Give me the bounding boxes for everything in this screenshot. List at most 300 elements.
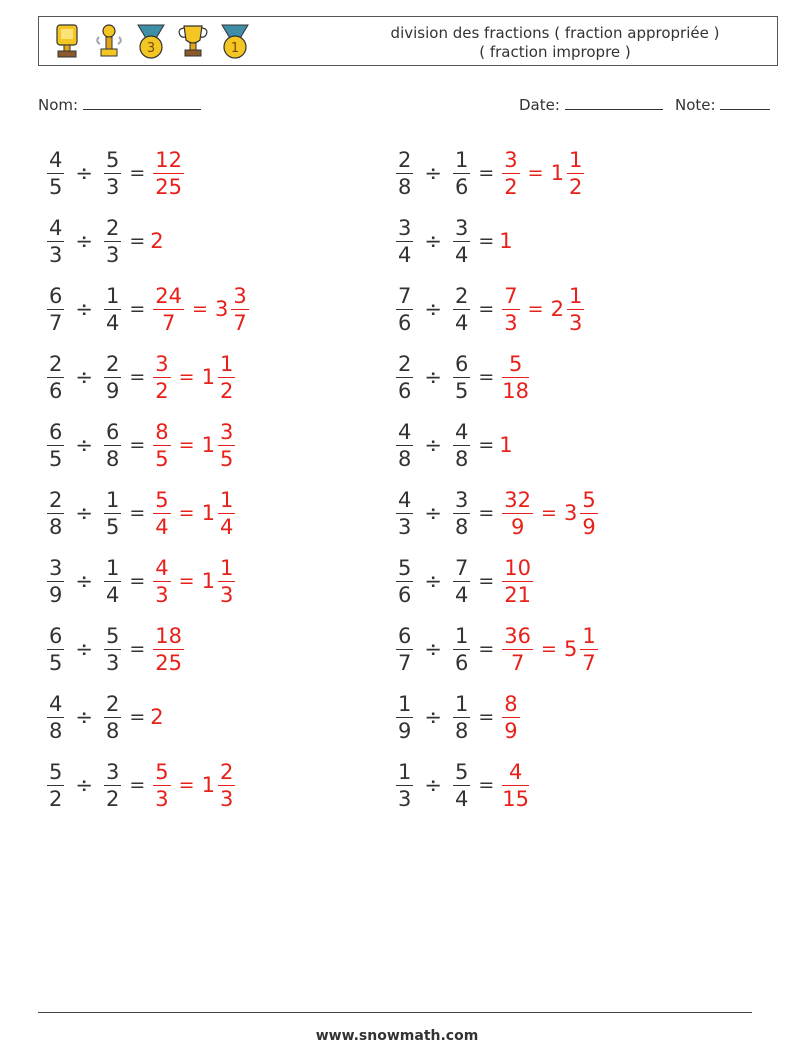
mixed-whole: 1 [201, 365, 215, 389]
equals-sign: = [478, 570, 495, 592]
answer-fraction [502, 556, 533, 607]
mixed-whole: 1 [201, 433, 215, 457]
dividend-fraction [396, 624, 413, 675]
name-label: Nom: [38, 96, 79, 114]
denominator: 4 [105, 310, 120, 335]
equals-sign: = [129, 366, 146, 388]
equals-sign: = [478, 162, 495, 184]
numerator: 18 [155, 623, 183, 648]
numerator: 1 [105, 555, 120, 580]
divide-sign: ÷ [424, 161, 442, 185]
numerator: 8 [504, 691, 518, 716]
trophy-row [49, 22, 253, 62]
denominator: 3 [49, 242, 63, 267]
denominator: 2 [155, 378, 169, 403]
divide-sign: ÷ [75, 637, 93, 661]
numerator: 4 [49, 691, 63, 716]
divide-sign: ÷ [424, 297, 442, 321]
mixed-fraction [218, 488, 235, 539]
numerator: 36 [504, 623, 532, 648]
answer-fraction [502, 148, 519, 199]
denominator: 3 [568, 310, 583, 335]
equals-sign: = [478, 434, 495, 456]
answer [499, 556, 536, 607]
divide-sign: ÷ [75, 773, 93, 797]
answer-equals-sign: = [178, 774, 195, 796]
problem-item [393, 410, 513, 480]
answer-equals-sign: = [178, 434, 195, 456]
denominator: 7 [161, 310, 176, 335]
answer-fraction [502, 488, 533, 539]
problem-item [393, 274, 587, 344]
numerator: 1 [568, 283, 583, 308]
divide-sign: ÷ [75, 297, 93, 321]
award-icon [91, 22, 127, 62]
dividend-fraction [396, 148, 413, 199]
answer [150, 556, 238, 607]
denominator: 8 [49, 514, 63, 539]
numerator: 5 [105, 147, 120, 172]
denominator: 5 [49, 650, 63, 675]
answer [150, 420, 238, 471]
answer [499, 624, 600, 675]
answer-equals-sign: = [192, 298, 208, 320]
equals-sign: = [478, 298, 495, 320]
divisor-fraction [104, 556, 121, 607]
numerator: 5 [105, 623, 120, 648]
denominator: 25 [155, 650, 183, 675]
footer-url: www.snowmath.com [315, 1028, 479, 1044]
numerator: 6 [105, 419, 120, 444]
numerator: 4 [49, 215, 63, 240]
divide-sign: ÷ [75, 501, 93, 525]
numerator: 4 [508, 759, 523, 784]
answer-equals-sign: = [178, 366, 195, 388]
answer-equals-sign: = [541, 502, 557, 524]
mixed-whole: 3 [563, 501, 578, 525]
numerator: 1 [219, 487, 234, 512]
mixed-whole: 1 [201, 569, 215, 593]
denominator: 3 [105, 650, 120, 675]
divisor-fraction [453, 556, 470, 607]
numerator: 5 [398, 555, 412, 580]
svg-text:3: 3 [146, 41, 156, 56]
numerator: 1 [582, 623, 596, 648]
answer [150, 624, 187, 675]
denominator: 8 [398, 446, 412, 471]
answer [150, 284, 251, 335]
dividend-fraction [47, 420, 64, 471]
footer-divider [38, 1012, 752, 1013]
divisor-fraction [453, 352, 470, 403]
divisor-fraction [104, 692, 121, 743]
problem-item [44, 410, 238, 480]
mixed-whole: 1 [550, 161, 564, 185]
mixed-fraction [218, 352, 235, 403]
dividend-fraction [396, 284, 413, 335]
denominator: 4 [105, 582, 120, 607]
divisor-fraction [453, 760, 470, 811]
mixed-fraction [218, 420, 235, 471]
problem-item [393, 614, 601, 684]
answer [150, 705, 163, 729]
denominator: 8 [454, 718, 469, 743]
worksheet-header [38, 16, 778, 66]
medal-3-icon [133, 22, 169, 62]
numerator: 5 [508, 351, 523, 376]
numerator: 1 [398, 759, 412, 784]
divisor-fraction [453, 216, 470, 267]
answer-integer: 2 [150, 229, 164, 253]
numerator: 1 [398, 691, 412, 716]
problem-item [393, 138, 587, 208]
numerator: 4 [49, 147, 63, 172]
numerator: 3 [398, 215, 412, 240]
denominator: 7 [49, 310, 63, 335]
denominator: 8 [398, 174, 412, 199]
divisor-fraction [104, 488, 121, 539]
divisor-fraction [453, 624, 470, 675]
denominator: 3 [398, 514, 412, 539]
numerator: 5 [49, 759, 63, 784]
answer [150, 229, 163, 253]
name-line[interactable] [83, 95, 201, 110]
dividend-fraction [396, 216, 413, 267]
mixed-fraction [580, 488, 597, 539]
divide-sign: ÷ [424, 705, 442, 729]
answer [499, 760, 532, 811]
problem-item [44, 546, 238, 616]
equals-sign: = [129, 774, 146, 796]
answer-fraction [502, 692, 519, 743]
numerator: 3 [454, 487, 469, 512]
denominator: 25 [155, 174, 183, 199]
answer [499, 433, 512, 457]
divisor-fraction [104, 284, 121, 335]
denominator: 6 [398, 378, 412, 403]
divisor-fraction [453, 284, 470, 335]
denominator: 6 [454, 174, 469, 199]
numerator: 6 [454, 351, 469, 376]
numerator: 3 [105, 759, 120, 784]
mixed-fraction [231, 284, 248, 335]
answer-fraction [502, 284, 519, 335]
denominator: 3 [155, 582, 169, 607]
equals-sign: = [478, 502, 495, 524]
equals-sign: = [478, 638, 495, 660]
answer-fraction [502, 760, 529, 811]
answer-integer: 2 [150, 705, 164, 729]
dividend-fraction [47, 488, 64, 539]
problem-item [44, 138, 187, 208]
numerator: 6 [49, 419, 63, 444]
problem-item [44, 750, 238, 820]
dividend-fraction [47, 624, 64, 675]
numerator: 3 [219, 419, 234, 444]
denominator: 15 [502, 786, 530, 811]
denominator: 5 [219, 446, 234, 471]
problem-item [44, 478, 238, 548]
equals-sign: = [129, 638, 146, 660]
divisor-fraction [453, 420, 470, 471]
score-field[interactable] [675, 95, 770, 114]
numerator: 3 [454, 215, 469, 240]
numerator: 1 [454, 623, 469, 648]
date-label: Date: [519, 96, 560, 114]
cup-icon [175, 22, 211, 62]
numerator: 7 [398, 283, 412, 308]
numerator: 1 [219, 555, 234, 580]
divide-sign: ÷ [424, 433, 442, 457]
score-line[interactable] [720, 95, 770, 110]
divide-sign: ÷ [424, 229, 442, 253]
numerator: 24 [155, 283, 183, 308]
denominator: 5 [49, 174, 63, 199]
problem-item [44, 342, 238, 412]
mixed-fraction [580, 624, 597, 675]
equals-sign: = [129, 230, 146, 252]
divisor-fraction [104, 760, 121, 811]
numerator: 5 [454, 759, 469, 784]
answer [499, 229, 512, 253]
dividend-fraction [396, 488, 413, 539]
dividend-fraction [47, 692, 64, 743]
denominator: 8 [105, 446, 120, 471]
answer-equals-sign: = [541, 638, 557, 660]
divide-sign: ÷ [75, 229, 93, 253]
divide-sign: ÷ [424, 501, 442, 525]
denominator: 9 [582, 514, 596, 539]
numerator: 2 [105, 215, 120, 240]
answer [499, 148, 587, 199]
divide-sign: ÷ [75, 705, 93, 729]
equals-sign: = [478, 230, 495, 252]
dividend-fraction [47, 760, 64, 811]
denominator: 5 [155, 446, 169, 471]
numerator: 4 [398, 419, 412, 444]
denominator: 5 [454, 378, 469, 403]
date-field[interactable] [519, 95, 663, 114]
denominator: 9 [504, 718, 518, 743]
divisor-fraction [104, 352, 121, 403]
problem-item [393, 546, 536, 616]
answer-fraction [153, 624, 184, 675]
numerator: 6 [398, 623, 412, 648]
date-line[interactable] [565, 95, 663, 110]
denominator: 6 [454, 650, 469, 675]
denominator: 2 [568, 174, 583, 199]
answer [499, 352, 532, 403]
numerator: 7 [454, 555, 469, 580]
numerator: 2 [49, 351, 63, 376]
equals-sign: = [129, 434, 146, 456]
mixed-fraction [567, 284, 584, 335]
mixed-whole: 1 [201, 773, 215, 797]
answer-fraction [153, 352, 170, 403]
numerator: 12 [155, 147, 183, 172]
divisor-fraction [104, 420, 121, 471]
denominator: 9 [398, 718, 412, 743]
divisor-fraction [453, 488, 470, 539]
score-label: Note: [675, 96, 716, 114]
equals-sign: = [129, 570, 146, 592]
equals-sign: = [129, 298, 146, 320]
svg-text:1: 1 [230, 41, 240, 56]
denominator: 5 [49, 446, 63, 471]
mixed-whole: 5 [563, 637, 578, 661]
answer [150, 760, 238, 811]
numerator: 1 [105, 487, 120, 512]
name-field[interactable] [38, 95, 201, 114]
answer [499, 488, 600, 539]
problem-item [44, 274, 252, 344]
numerator: 1 [454, 147, 469, 172]
problem-item [44, 614, 187, 684]
divisor-fraction [104, 216, 121, 267]
dividend-fraction [47, 216, 64, 267]
medal-1-icon [217, 22, 253, 62]
divisor-fraction [104, 624, 121, 675]
denominator: 18 [502, 378, 530, 403]
answer-equals-sign: = [178, 502, 195, 524]
denominator: 8 [454, 514, 469, 539]
denominator: 7 [510, 650, 525, 675]
numerator: 2 [398, 147, 412, 172]
mixed-whole: 2 [550, 297, 564, 321]
numerator: 3 [155, 351, 169, 376]
answer-fraction [502, 352, 529, 403]
answer-equals-sign: = [527, 298, 544, 320]
dividend-fraction [47, 352, 64, 403]
dividend-fraction [396, 556, 413, 607]
divide-sign: ÷ [424, 365, 442, 389]
worksheet-title [345, 24, 765, 62]
divide-sign: ÷ [424, 637, 442, 661]
answer [499, 284, 587, 335]
divide-sign: ÷ [75, 569, 93, 593]
numerator: 32 [504, 487, 532, 512]
denominator: 3 [219, 582, 234, 607]
divisor-fraction [104, 148, 121, 199]
denominator: 9 [105, 378, 120, 403]
numerator: 5 [155, 759, 169, 784]
answer-integer: 1 [499, 229, 513, 253]
numerator: 4 [454, 419, 469, 444]
numerator: 2 [219, 759, 234, 784]
denominator: 6 [49, 378, 63, 403]
denominator: 3 [155, 786, 169, 811]
denominator: 7 [398, 650, 412, 675]
numerator: 3 [233, 283, 247, 308]
denominator: 8 [49, 718, 63, 743]
mixed-fraction [218, 760, 235, 811]
numerator: 1 [454, 691, 469, 716]
numerator: 1 [219, 351, 234, 376]
divisor-fraction [453, 148, 470, 199]
equals-sign: = [129, 502, 146, 524]
numerator: 3 [49, 555, 63, 580]
dividend-fraction [47, 148, 64, 199]
numerator: 2 [105, 691, 120, 716]
denominator: 4 [454, 786, 469, 811]
answer-fraction [153, 760, 170, 811]
answer-fraction [153, 284, 184, 335]
denominator: 4 [398, 242, 412, 267]
numerator: 1 [105, 283, 120, 308]
problem-item [393, 750, 532, 820]
numerator: 8 [155, 419, 169, 444]
answer [150, 488, 238, 539]
answer [499, 692, 522, 743]
denominator: 7 [582, 650, 596, 675]
divisor-fraction [453, 692, 470, 743]
numerator: 6 [49, 623, 63, 648]
dividend-fraction [396, 760, 413, 811]
denominator: 6 [398, 582, 412, 607]
title-line-1: division des fractions ( fraction appropriée ) [390, 24, 720, 42]
problem-item [44, 682, 164, 752]
numerator: 5 [155, 487, 169, 512]
equals-sign: = [129, 706, 146, 728]
divide-sign: ÷ [75, 433, 93, 457]
denominator: 8 [105, 718, 120, 743]
dividend-fraction [47, 284, 64, 335]
denominator: 4 [454, 242, 469, 267]
denominator: 3 [398, 786, 412, 811]
denominator: 5 [105, 514, 120, 539]
dividend-fraction [396, 692, 413, 743]
denominator: 4 [454, 310, 469, 335]
answer-fraction [153, 488, 170, 539]
title-line-2: ( fraction impropre ) [479, 43, 631, 61]
equals-sign: = [478, 706, 495, 728]
answer-fraction [153, 148, 184, 199]
dividend-fraction [47, 556, 64, 607]
mixed-whole: 3 [214, 297, 229, 321]
denominator: 9 [510, 514, 525, 539]
denominator: 3 [105, 242, 120, 267]
denominator: 4 [155, 514, 169, 539]
mixed-fraction [567, 148, 584, 199]
denominator: 2 [219, 378, 234, 403]
problem-item [393, 682, 523, 752]
dividend-fraction [396, 352, 413, 403]
divide-sign: ÷ [75, 161, 93, 185]
mixed-whole: 1 [201, 501, 215, 525]
equals-sign: = [478, 366, 495, 388]
equals-sign: = [478, 774, 495, 796]
denominator: 2 [504, 174, 518, 199]
denominator: 7 [233, 310, 247, 335]
numerator: 2 [398, 351, 412, 376]
numerator: 2 [49, 487, 63, 512]
numerator: 4 [398, 487, 412, 512]
equals-sign: = [129, 162, 146, 184]
dividend-fraction [396, 420, 413, 471]
denominator: 3 [504, 310, 518, 335]
numerator: 1 [568, 147, 583, 172]
answer-fraction [502, 624, 533, 675]
answer [150, 352, 238, 403]
answer-fraction [153, 556, 170, 607]
numerator: 4 [155, 555, 169, 580]
mixed-fraction [218, 556, 235, 607]
denominator: 21 [504, 582, 532, 607]
problem-item [44, 206, 164, 276]
denominator: 2 [105, 786, 120, 811]
problem-item [393, 478, 601, 548]
numerator: 10 [504, 555, 532, 580]
